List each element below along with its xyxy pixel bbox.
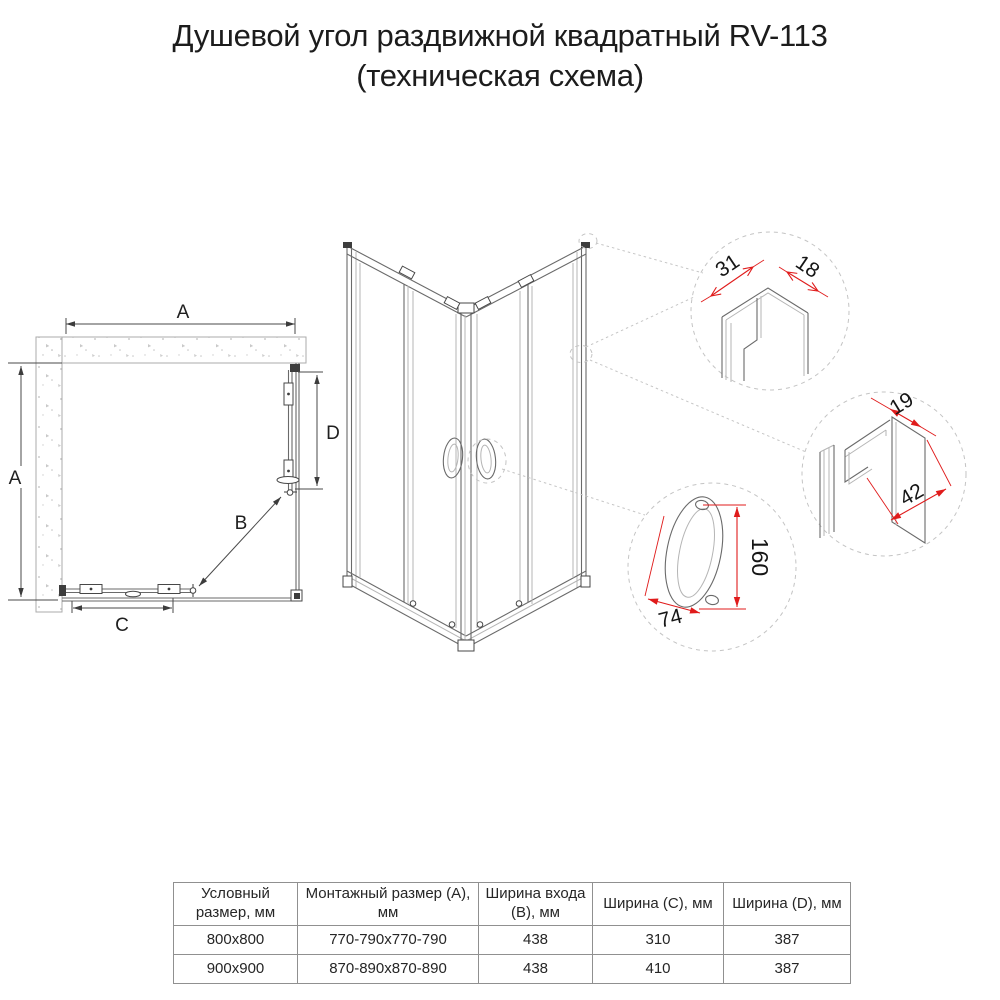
wall-profile-dims xyxy=(701,250,828,302)
leader-lines xyxy=(502,243,806,515)
title-line-2: (техническая схема) xyxy=(356,58,644,93)
cell-width-d: 387 xyxy=(724,926,851,955)
dim-label-a-left: A xyxy=(8,468,22,489)
plan-wall-bracket-left xyxy=(59,585,66,596)
cell-entrance-width: 438 xyxy=(479,926,593,955)
cell-width-c: 310 xyxy=(593,926,724,955)
detail-handle xyxy=(628,483,796,651)
detail-frame-profile xyxy=(802,388,966,556)
dim-label-a-top: A xyxy=(176,302,190,323)
table-row xyxy=(174,955,851,984)
size-table xyxy=(173,882,851,984)
dim-31: 31 xyxy=(711,249,744,282)
iso-bottom-rollers xyxy=(410,601,522,628)
cell-nominal-size: 900x900 xyxy=(174,955,298,984)
plan-right-door-handle xyxy=(277,477,299,484)
plan-dimension-b xyxy=(199,497,281,586)
table-row xyxy=(174,926,851,955)
plan-walls xyxy=(36,337,306,612)
dim-19: 19 xyxy=(885,387,918,420)
col-header-nominal-size: Условный размер, мм xyxy=(174,883,298,926)
title-line-1: Душевой угол раздвижной квадратный RV-113 xyxy=(172,18,828,53)
plan-fixed-panels xyxy=(62,363,299,601)
handle-sketch xyxy=(656,492,731,612)
col-header-width-d: Ширина (D), мм xyxy=(724,883,851,926)
iso-corner-foot xyxy=(458,640,474,651)
col-header-entrance-width: Ширина входа (В), мм xyxy=(479,883,593,926)
detail-wall-profile xyxy=(691,232,849,390)
iso-handles xyxy=(441,437,497,480)
dim-74: 74 xyxy=(656,604,685,633)
col-header-mounting-size: Монтажный размер (А), мм xyxy=(298,883,479,926)
iso-corner-cap xyxy=(458,303,474,313)
frame-profile-dims xyxy=(867,388,951,524)
cell-mounting-size: 870-890x870-890 xyxy=(298,955,479,984)
cell-width-d: 387 xyxy=(724,955,851,984)
dim-160: 160 xyxy=(747,537,773,577)
cell-mounting-size: 770-790x770-790 xyxy=(298,926,479,955)
col-header-width-c: Ширина (С), мм xyxy=(593,883,724,926)
wall-profile-sketch xyxy=(722,288,808,382)
dim-label-b: B xyxy=(234,513,248,534)
plan-bottom-door-knob xyxy=(190,588,196,594)
plan-wall-bracket-top xyxy=(290,364,300,372)
plan-view xyxy=(5,302,340,636)
cell-entrance-width: 438 xyxy=(479,955,593,984)
size-table-header-row xyxy=(174,883,851,926)
plan-dimension-c xyxy=(72,598,173,636)
dim-42: 42 xyxy=(895,479,928,511)
plan-dimension-a-top xyxy=(66,302,295,334)
frame-profile-sketch xyxy=(820,417,925,543)
cell-width-c: 410 xyxy=(593,955,724,984)
cell-nominal-size: 800x800 xyxy=(174,926,298,955)
dim-label-c: C xyxy=(115,615,129,636)
callout-handle xyxy=(468,439,506,483)
plan-dimension-d xyxy=(295,372,340,489)
plan-right-door-knob xyxy=(287,490,293,496)
plan-bottom-door-handle xyxy=(126,591,141,597)
dim-label-d: D xyxy=(326,423,340,444)
dim-18: 18 xyxy=(791,250,824,283)
